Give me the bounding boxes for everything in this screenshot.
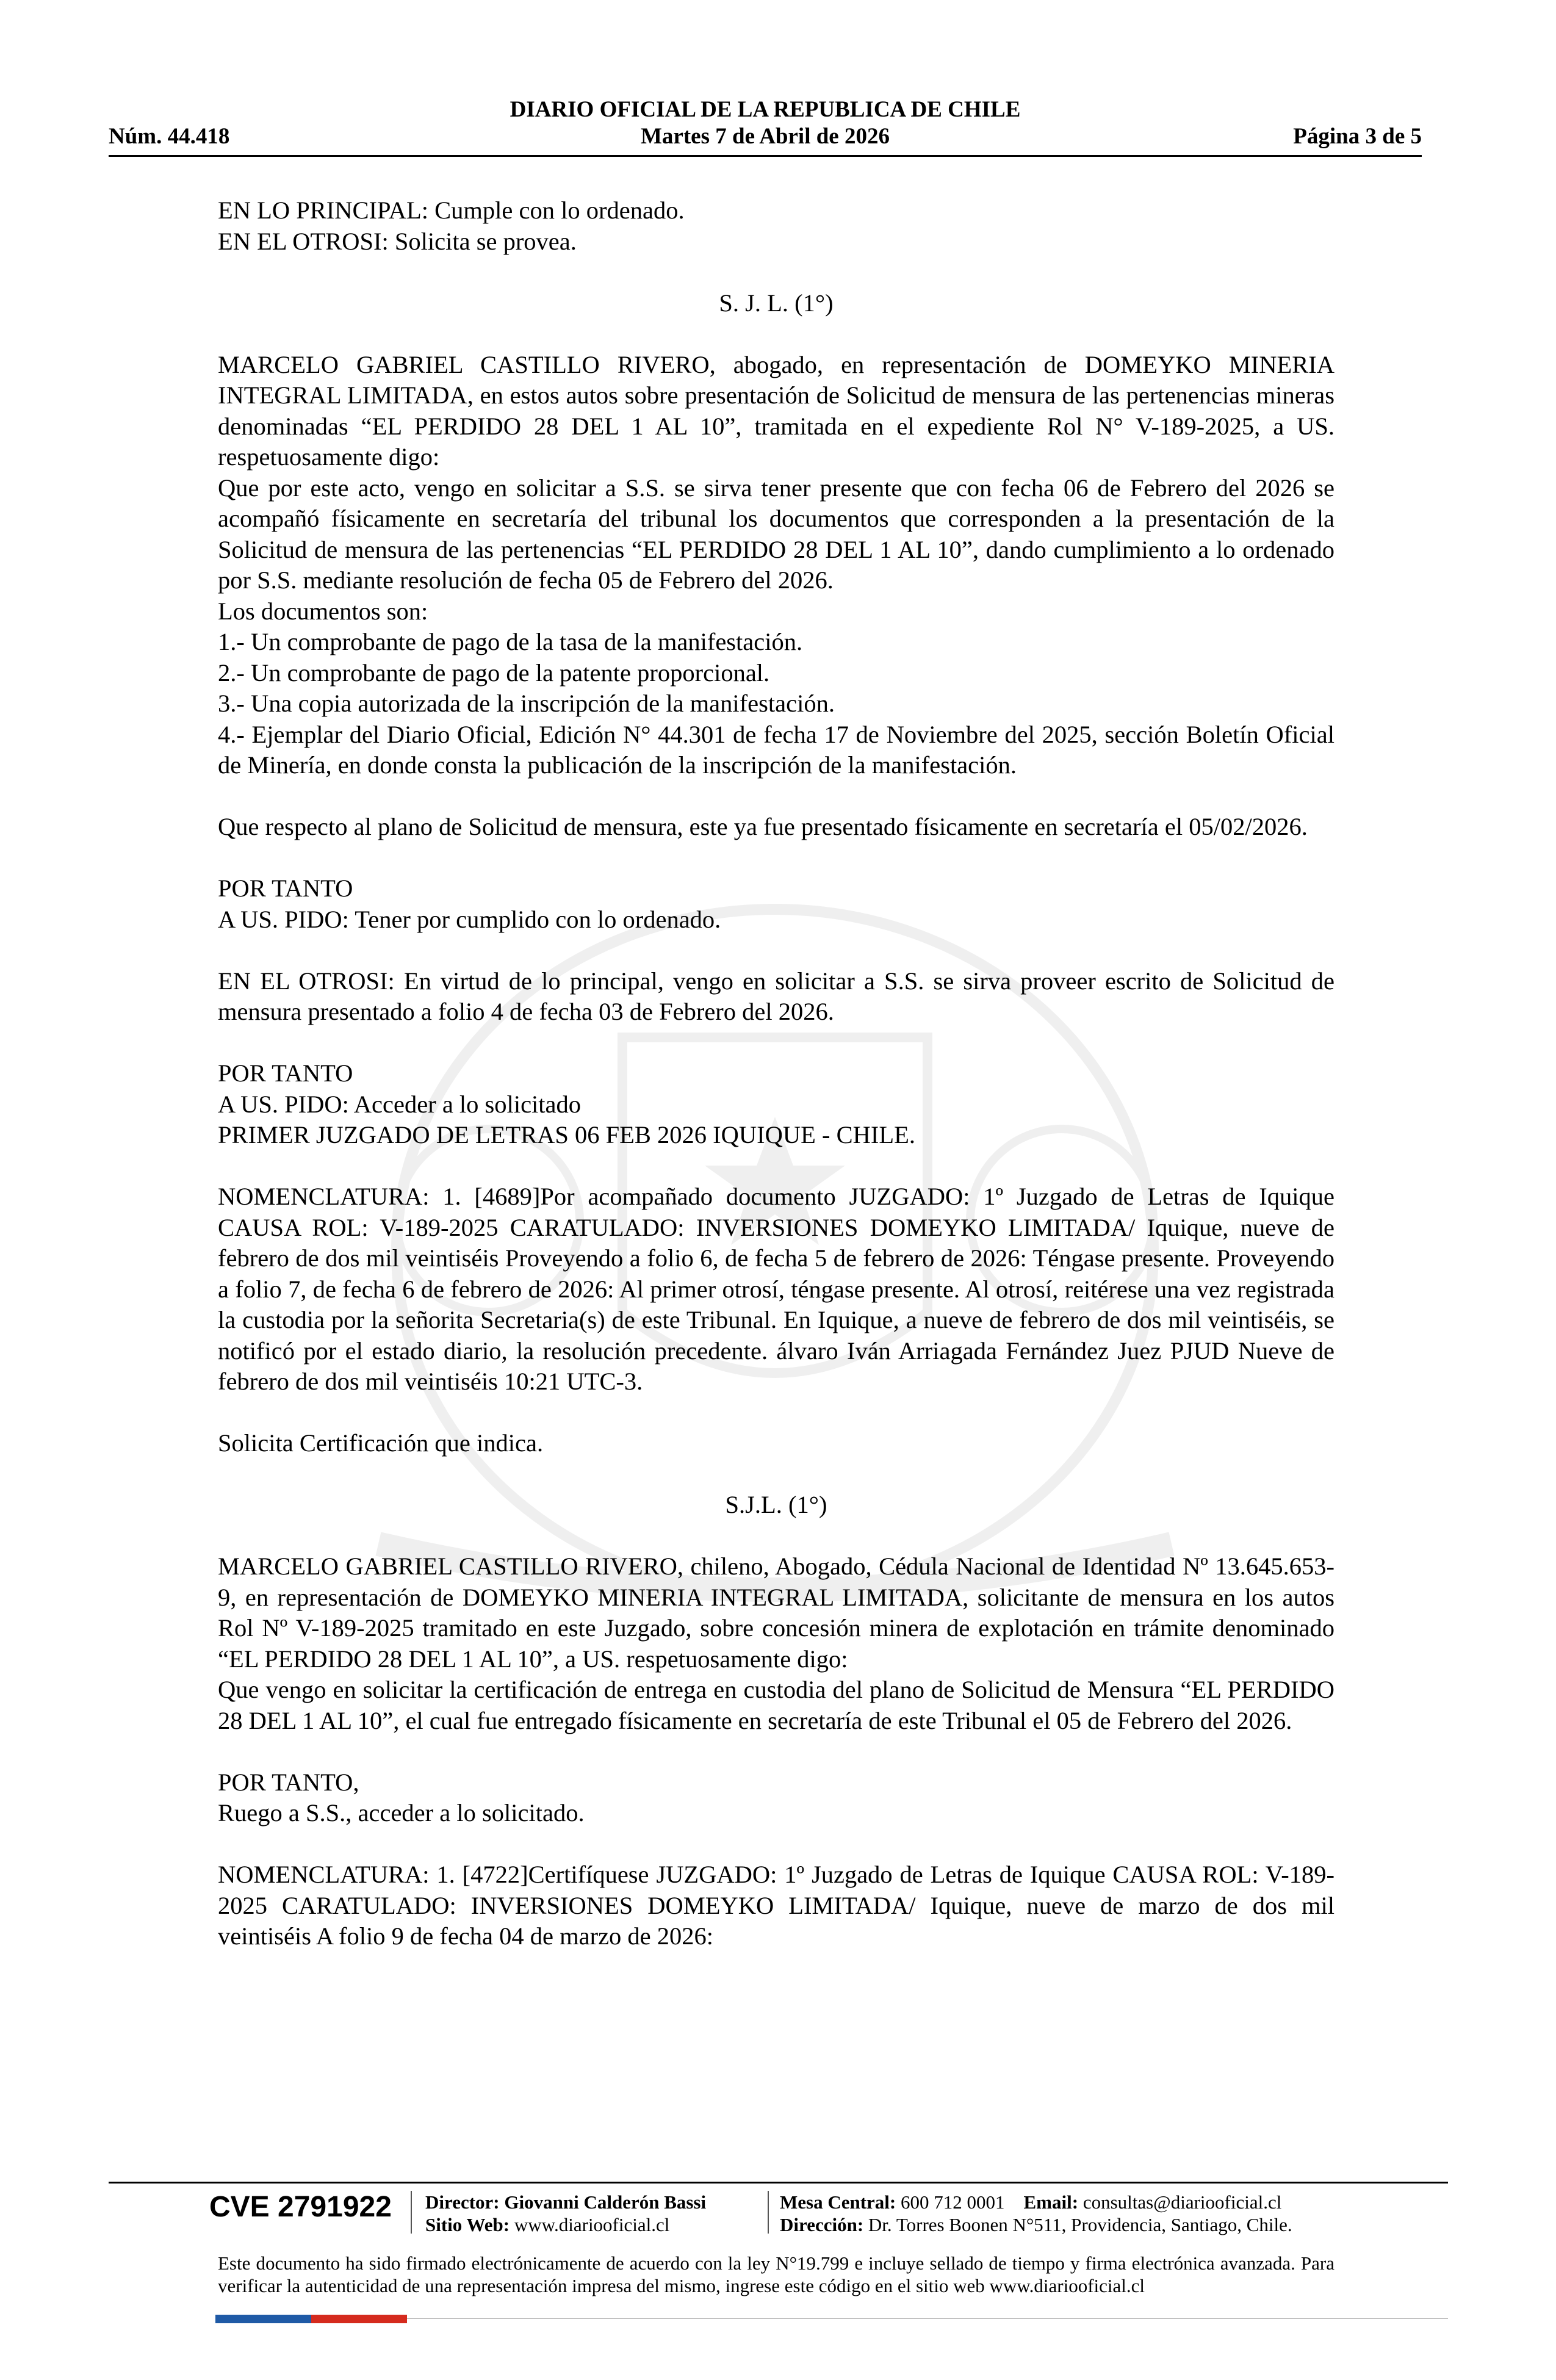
phone-label: Mesa Central: (780, 2191, 896, 2213)
paragraph: NOMENCLATURA: 1. [4689]Por acompañado documento JUZGADO: 1º Juzgado de Letras de Iquique CAUSA ROL: V-189-2025 CARATULADO: INVERSIONES DOMEYKO LIMITADA/ Iquique, nueve de febrero de dos mil veintiséis Proveyendo a folio 6, de fecha 5 de febrero de 2026: Téngase presente. Proveyendo a folio 7, de fecha 6 de febrero de 2026: Al primer otrosí, téngase presente. Al otrosí, reitérese una vez registrada la custodia por la señorita Secretaria(s) de este Tribunal. En Iquique, a nueve de febrero de dos mil veintiséis, se notificó por el estado diario, la resolución precedente. álvaro Iván Arriagada Fernández Juez PJUD Nueve de febrero de dos mil veintiséis 10:21 UTC-3. (218, 1183, 1334, 1395)
list-item: 4.- Ejemplar del Diario Oficial, Edición N° 44.301 de fecha 17 de Noviembre del 2025, sección Boletín Oficial de Minería, en donde consta la publicación de la inscripción de la manifestación. (218, 720, 1334, 779)
list-item: 1.- Un comprobante de pago de la tasa de la manifestación. (218, 628, 803, 655)
paragraph: EN LO PRINCIPAL: Cumple con lo ordenado. (218, 197, 685, 224)
website-label: Sitio Web: (425, 2214, 510, 2235)
director-label: Director: (425, 2191, 500, 2213)
phone-number: 600 712 0001 (901, 2191, 1005, 2213)
document-body (218, 195, 1334, 2118)
email-label: Email: (1023, 2191, 1079, 2213)
paragraph: Los documentos son: (218, 597, 428, 625)
paragraph: Que vengo en solicitar la certificación de entrega en custodia del plano de Solicitud de Mensura “EL PERDIDO 28 DEL 1 AL 10”, el cual fue entregado físicamente en secretaría de este Tribunal el 05 de Febrero del 2026. (218, 1676, 1334, 1734)
footer-bottom-line (407, 2318, 1448, 2319)
header-divider (109, 155, 1422, 157)
paragraph: EN EL OTROSI: En virtud de lo principal, vengo en solicitar a S.S. se sirva proveer escrito de Solicitud de mensura presentado a folio 4 de fecha 03 de Febrero del 2026. (218, 967, 1334, 1025)
signature-disclaimer: Este documento ha sido firmado electrónicamente de acuerdo con la ley N°19.799 e incluye sellado de tiempo y firma electrónica avanzada. Para verificar la autenticidad de una representación impresa del mismo, ingrese este código en el sitio web www.diariooficial.cl (218, 2252, 1334, 2296)
flag-red-segment (311, 2315, 407, 2323)
paragraph: MARCELO GABRIEL CASTILLO RIVERO, abogado, en representación de DOMEYKO MINERIA INTEGRAL LIMITADA, en estos autos sobre presentación de Solicitud de mensura de las pertenencias mineras denominadas “EL PERDIDO 28 DEL 1 AL 10”, tramitada en el expediente Rol N° V-189-2025, a US. respetuosamente digo: (218, 350, 1334, 471)
footer-director-block (425, 2191, 706, 2236)
director-name: Giovanni Calderón Bassi (504, 2191, 707, 2213)
address-value: Dr. Torres Boonen N°511, Providencia, Santiago, Chile. (868, 2214, 1292, 2235)
email-link[interactable]: consultas@diariooficial.cl (1082, 2191, 1282, 2213)
chile-flag-stripe (215, 2315, 407, 2323)
paragraph: MARCELO GABRIEL CASTILLO RIVERO, chileno, Abogado, Cédula Nacional de Identidad Nº 13.645.653-9, en representación de DOMEYKO MINERIA INTEGRAL LIMITADA, solicitante de mensura en los autos Rol Nº V-189-2025 tramitado en este Juzgado, sobre concesión minera de explotación en trámite denominado “EL PERDIDO 28 DEL 1 AL 10”, a US. respetuosamente digo: (218, 1552, 1334, 1673)
paragraph: A US. PIDO: Tener por cumplido con lo ordenado. (218, 905, 721, 933)
paragraph: PRIMER JUZGADO DE LETRAS 06 FEB 2026 IQUIQUE - CHILE. (218, 1121, 915, 1149)
addressee: S.J.L. (1°) (725, 1491, 827, 1518)
publication-title: DIARIO OFICIAL DE LA REPUBLICA DE CHILE (510, 97, 1021, 122)
paragraph: Solicita Certificación que indica. (218, 1429, 544, 1457)
website-link[interactable]: www.diariooficial.cl (514, 2214, 670, 2235)
footer-separator (768, 2191, 769, 2234)
paragraph: NOMENCLATURA: 1. [4722]Certifíquese JUZGADO: 1º Juzgado de Letras de Iquique CAUSA ROL: V-189-2025 CARATULADO: INVERSIONES DOMEYKO LIMITADA/ Iquique, nueve de marzo de dos mil veintiséis A folio 9 de fecha 04 de marzo de 2026: (218, 1861, 1334, 1950)
paragraph: Ruego a S.S., acceder a lo solicitado. (218, 1799, 585, 1826)
flag-blue-segment (215, 2315, 311, 2323)
issue-number: Núm. 44.418 (109, 124, 230, 149)
page-number: Página 3 de 5 (1293, 124, 1422, 149)
issue-date: Martes 7 de Abril de 2026 (641, 124, 890, 149)
list-item: 2.- Un comprobante de pago de la patente proporcional. (218, 658, 770, 687)
paragraph: A US. PIDO: Acceder a lo solicitado (218, 1090, 582, 1118)
footer-divider (109, 2182, 1448, 2183)
addressee: S. J. L. (1°) (719, 289, 834, 317)
footer-contact-block (780, 2191, 1292, 2236)
paragraph: Que por este acto, vengo en solicitar a S.S. se sirva tener presente que con fecha 06 de Febrero del 2026 se acompañó físicamente en secretaría del tribunal los documentos que corresponden a la presentación de la Solicitud de mensura de las pertenencias “EL PERDIDO 28 DEL 1 AL 10”, dando cumplimiento a lo ordenado por S.S. mediante resolución de fecha 05 de Febrero del 2026. (218, 474, 1334, 594)
paragraph: POR TANTO (218, 874, 353, 902)
list-item: 3.- Una copia autorizada de la inscripción de la manifestación. (218, 690, 835, 717)
paragraph: POR TANTO, (218, 1768, 359, 1796)
cve-code: CVE 2791922 (209, 2191, 392, 2223)
paragraph: Que respecto al plano de Solicitud de mensura, este ya fue presentado físicamente en secretaría el 05/02/2026. (218, 813, 1308, 840)
address-label: Dirección: (780, 2214, 864, 2235)
footer-separator (411, 2191, 412, 2234)
paragraph: POR TANTO (218, 1059, 353, 1087)
paragraph: EN EL OTROSI: Solicita se provea. (218, 227, 577, 255)
page-header (109, 96, 1422, 157)
